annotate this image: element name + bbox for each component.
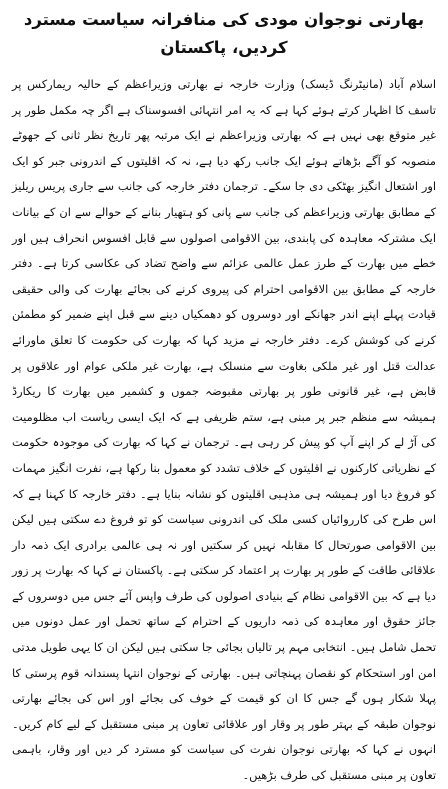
article-body: اسلام آباد (مانیٹرنگ ڈیسک) وزارت خارجہ نے بھارتی وزیراعظم کے حالیہ ریمارکس پر تاسف کا اظہار کرتے ہوئے کہا ہے کہ یہ امر انتہائی افسوسناک ہے اگر چہ مکمل طور پر غیر متوقع بھی نہیں ہے کہ بھارتی وزیراعظم نے ایک مرتبہ پھر تاریخ نظر ثانی کے جھوٹے منصوبہ کو آگے بڑھاتے ہوئے ایک جانب رکھ دیا ہے، نہ کہ اقلیتوں کے اندرونی جبر کو ایک اور اشتعال انگیز بھٹکی دی جا سکے۔ ترجمان دفتر خارجہ کی جانب سے جاری پریس ریلیز کے مطابق بھارتی وزیراعظم کی جانب سے پانی کو ہتھیار بنانے کے حوالے سے ان کے بیانات ایک مشترکہ معاہدہ کی پابندی، بین الاقوامی اصولوں سے قابل افسوس انحراف ہیں اور خطے میں بھارت کے طرز عمل عالمی عزائم سے واضح تضاد کی عکاسی کرتا ہے۔ دفتر خارجہ کے مطابق بین الاقوامی احترام کی پیروی کرنے کی بجائے بھارت کی والی حقیقی قیادت پہلے اپنے اندر جھانکے اور دوسروں کو دھمکیاں دینے سے قبل اپنے ضمیر کو مطمئن کرنے کی کوشش کرے۔ دفتر خارجہ نے مزید کہا کہ بھارت کی حکومت کا تعلق ماورائے عدالت قتل اور غیر ملکی بغاوت سے منسلک ہے، بھارت غیر ملکی عوام اور علاقوں پر قابض ہے، غیر قانونی طور پر بھارتی مقبوضہ جموں و کشمیر میں بھارت کا ریکارڈ ہمیشہ سے منظم جبر پر مبنی ہے، ستم ظریفی ہے کہ ایک ایسی ریاست اب مظلومیت کی آڑ لے کر اپنے آپ کو پیش کر رہی ہے۔ ترجمان نے کہا کہ بھارت کی موجودہ حکومت کے نظریاتی کارکنوں نے اقلیتوں کے خلاف تشدد کو معمول بنا رکھا ہے، نفرت انگیز مہمات کو فروغ دیا اور ہمیشہ ہی مذہبی اقلیتوں کو نشانہ بنایا ہے۔ دفتر خارجہ کا کہنا ہے کہ اس طرح کی کارروائیاں کسی ملک کی اندرونی سیاست کو تو فروغ دے سکتی ہیں لیکن بین الاقوامی صورتحال کا مقابلہ نہیں کر سکتیں اور نہ ہی عالمی برادری ایک ذمہ دار علاقائی طاقت کے طور پر بھارت پر اعتماد کر سکتی ہے۔ پاکستان نے کہا کہ بھارت پر زور دیا ہے کہ بین الاقوامی نظام کے بنیادی اصولوں کی طرف واپس آئے جس میں دوسروں کے جائز حقوق اور معاہدہ کی ذمہ داریوں کے احترام کے ساتھ تحمل اور عمل دونوں میں تحمل شامل ہیں۔ انتخابی مہم پر تالیاں بجائی جا سکتی ہیں لیکن ان کا یہی طویل مدتی امن اور استحکام کو نقصان پہنچاتی ہیں۔ بھارتی کے نوجوان انتہا پسندانہ قوم پرستی کا پہلا شکار ہوں گے جس کا ان کو قیمت کے خوف کی بجائے اور اس کی بجائے بھارتی نوجوان طبقہ کے بہتر طور پر وقار اور علاقائی تعاون پر مبنی مستقبل کے لیے کام کریں۔ انہوں نے کہا کہ بھارتی نوجوان نفرت کی سیاست کو مسترد کر دیں اور وقار، باہمی تعاون پر مبنی مستقبل کی طرف بڑھیں۔ (12, 77, 436, 783)
article-headline: بھارتی نوجوان مودی کی منافرانہ سیاست مسترد کردیں، پاکستان (23, 10, 425, 57)
